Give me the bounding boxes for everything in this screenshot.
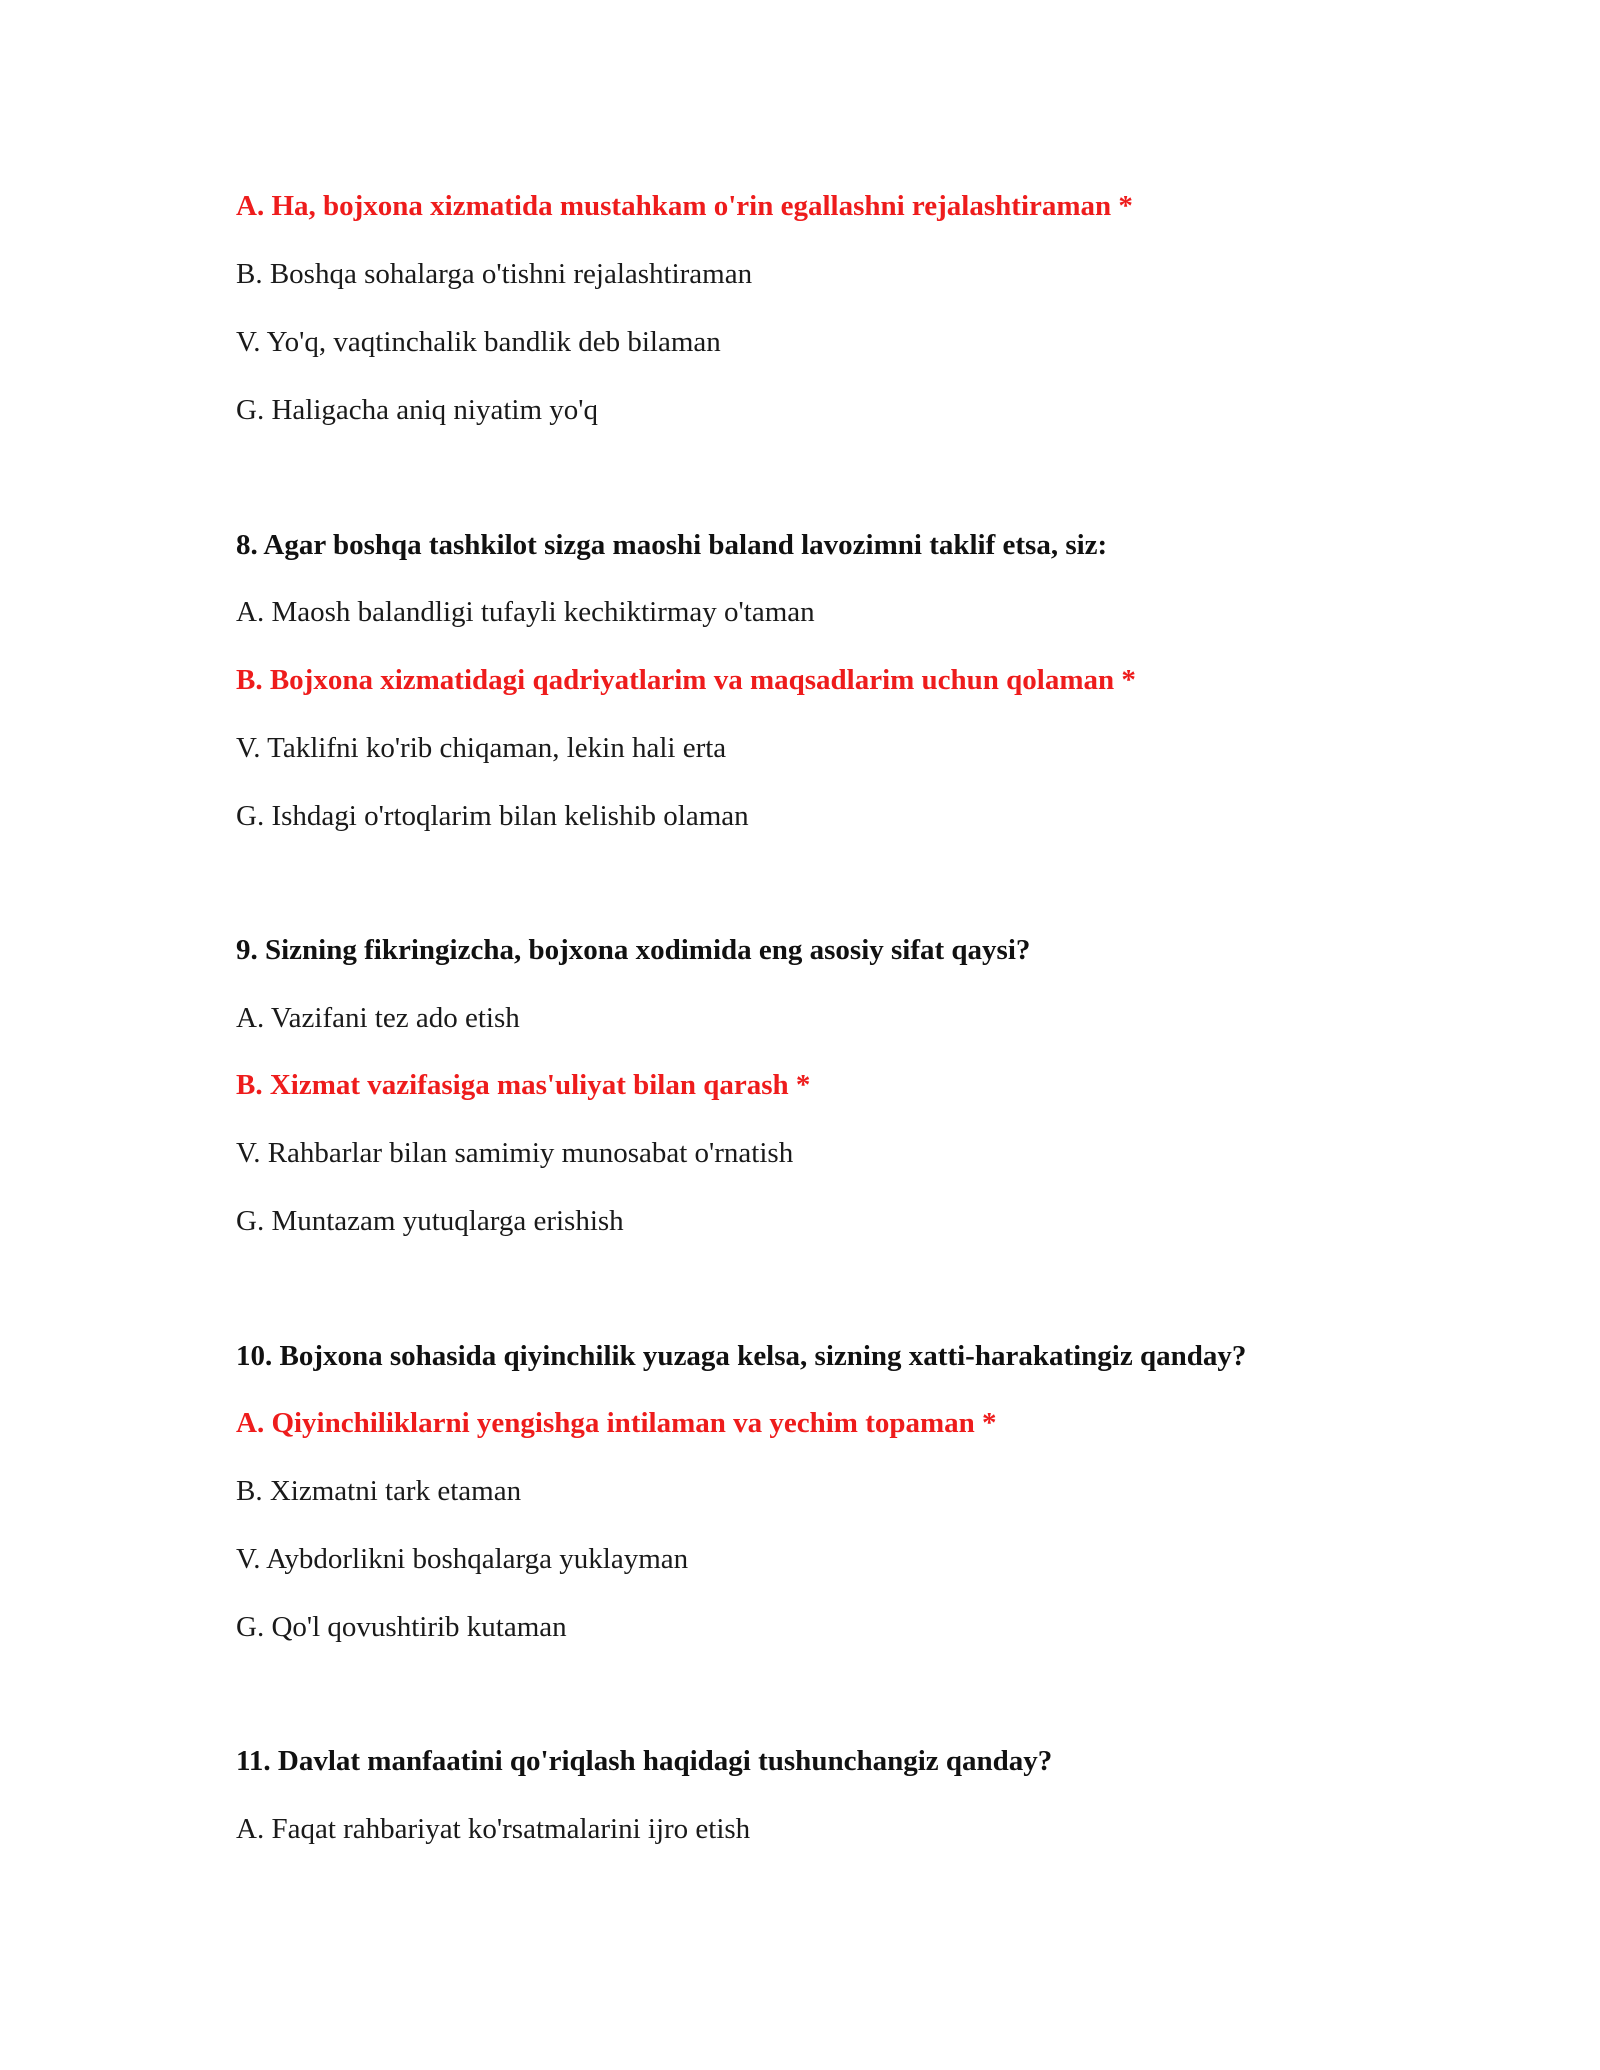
answer-option-correct: B. Xizmat vazifasiga mas'uliyat bilan qarash *: [236, 1069, 811, 1101]
answer-option: V. Yo'q, vaqtinchalik bandlik deb bilaman: [236, 326, 721, 358]
answer-option: A. Faqat rahbariyat ko'rsatmalarini ijro etish: [236, 1813, 751, 1845]
question-9: 9. Sizning fikringizcha, bojxona xodimida eng asosiy sifat qaysi?: [236, 934, 1031, 966]
answer-option: B. Boshqa sohalarga o'tishni rejalashtiraman: [236, 258, 753, 290]
answer-option-correct: A. Ha, bojxona xizmatida mustahkam o'rin egallashni rejalashtiraman *: [236, 190, 1133, 222]
answer-option: G. Qo'l qovushtirib kutaman: [236, 1611, 567, 1643]
answer-option: B. Xizmatni tark etaman: [236, 1475, 522, 1507]
answer-option: G. Ishdagi o'rtoqlarim bilan kelishib olaman: [236, 800, 749, 832]
answer-option: G. Muntazam yutuqlarga erishish: [236, 1205, 624, 1237]
question-10: 10. Bojxona sohasida qiyinchilik yuzaga kelsa, sizning xatti-harakatingiz qanday?: [236, 1340, 1247, 1372]
question-8: 8. Agar boshqa tashkilot sizga maoshi baland lavozimni taklif etsa, siz:: [236, 529, 1108, 561]
answer-option: V. Taklifni ko'rib chiqaman, lekin hali erta: [236, 732, 727, 764]
answer-option: V. Rahbarlar bilan samimiy munosabat o'rnatish: [236, 1137, 794, 1169]
question-11: 11. Davlat manfaatini qo'riqlash haqidagi tushunchangiz qanday?: [236, 1745, 1053, 1777]
answer-option-correct: B. Bojxona xizmatidagi qadriyatlarim va maqsadlarim uchun qolaman *: [236, 664, 1136, 696]
answer-option-correct: A. Qiyinchiliklarni yengishga intilaman va yechim topaman *: [236, 1407, 997, 1439]
answer-option: A. Vazifani tez ado etish: [236, 1002, 520, 1034]
answer-option: V. Aybdorlikni boshqalarga yuklayman: [236, 1543, 689, 1575]
answer-option: A. Maosh balandligi tufayli kechiktirmay o'taman: [236, 596, 815, 628]
answer-option: G. Haligacha aniq niyatim yo'q: [236, 394, 598, 426]
